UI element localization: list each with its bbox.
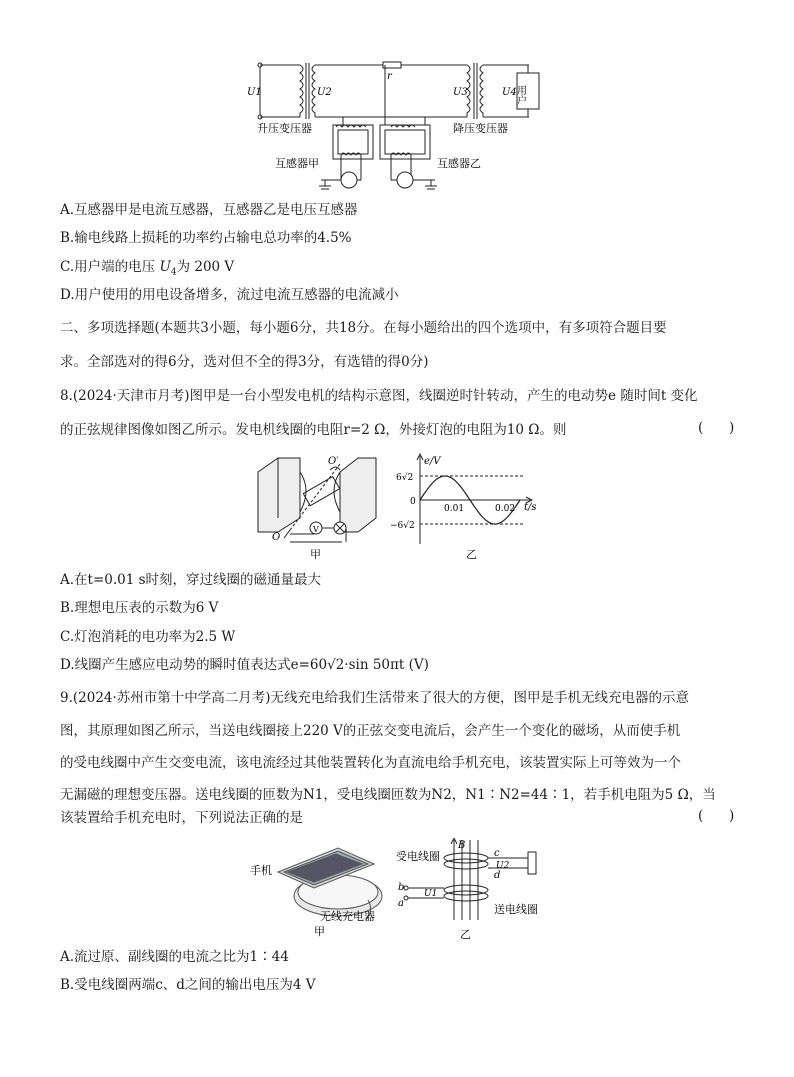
user-label: 用户 xyxy=(514,85,526,105)
sensor-yi-label: 互感器乙 xyxy=(437,157,481,170)
sensor-jia-label: 互感器甲 xyxy=(275,157,319,170)
transmission-circuit-figure xyxy=(245,55,555,193)
u2-label: U2 xyxy=(317,87,332,98)
q8-answer-bracket: ( ) xyxy=(698,420,735,436)
graph-tick-pos: 6√2 xyxy=(396,473,414,483)
q9-answer-bracket: ( ) xyxy=(698,808,735,824)
q9-stem-line1: 9.(2024·苏州市第十中学高二月考)无线充电给我们生活带来了很大的方便，图甲是手机无线充电器的示意 xyxy=(60,690,690,706)
graph-tick-neg: −6√2 xyxy=(390,521,415,531)
graph-x-axis-label: t/s xyxy=(524,502,537,513)
q7-option-c xyxy=(60,257,234,283)
graph-y-axis-label: e/V xyxy=(424,456,441,467)
q9-stem-line4: 无漏磁的理想变压器。送电线圈的匝数为N1，受电线圈匝数为N2，N1∶N2=44∶1，若手机电阻为5 Ω，当 xyxy=(60,787,716,803)
q9-option-b: B.受电线圈两端c、d之间的输出电压为4 V xyxy=(60,977,316,993)
u3-label: U3 xyxy=(453,87,468,98)
q8-stem-line2: 的正弦规律图像如图乙所示。发电机线圈的电阻r=2 Ω，外接灯泡的电阻为10 Ω。则 xyxy=(60,422,567,438)
wireless-charger-figure xyxy=(248,840,388,940)
step-up-label: 升压变压器 xyxy=(257,122,312,135)
q9-stem-line3: 的受电线圈中产生交变电流，该电流经过其他装置转化为直流电给手机充电，该装置实际上可等效为一个 xyxy=(60,755,681,771)
q8-option-c: C.灯泡消耗的电功率为2.5 W xyxy=(60,629,236,645)
terminal-b-label: b xyxy=(398,882,405,893)
q9-stem-line5: 该装置给手机充电时，下列说法正确的是 xyxy=(60,810,303,826)
step-down-label: 降压变压器 xyxy=(453,122,508,135)
q7-option-c-sub: 4 xyxy=(170,267,177,278)
axis-o-label: O xyxy=(272,532,281,543)
generator-figure xyxy=(250,452,380,564)
q8-fig-yi-caption: 乙 xyxy=(466,548,477,561)
receiving-coil-label: 受电线圈 xyxy=(396,850,440,863)
graph-tick-zero: 0 xyxy=(410,497,416,507)
q9-fig-jia-caption: 甲 xyxy=(314,925,325,938)
charger-label: 无线充电器 xyxy=(320,910,375,923)
section2-line2: 求。全部选对的得6分，选对但不全的得3分，有选错的得0分) xyxy=(60,354,429,370)
q9-fig-yi-caption: 乙 xyxy=(460,928,471,941)
terminal-c-label: c xyxy=(494,848,500,859)
q8-option-a: A.在t=0.01 s时刻，穿过线圈的磁通量最大 xyxy=(60,572,322,588)
section2-line1: 二、多项选择题(本题共3小题，每小题6分，共18分。在每小题给出的四个选项中，有多项符合题目要 xyxy=(60,320,667,336)
emf-sine-graph xyxy=(390,452,550,564)
q9-option-a: A.流过原、副线圈的电流之比为1∶44 xyxy=(60,949,289,965)
q8-option-d: D.线圈产生感应电动势的瞬时值表达式e=60√2·sin 50πt (V) xyxy=(60,657,429,673)
b-field-label: B xyxy=(458,840,466,851)
q7-option-b: B.输电线路上损耗的功率约占输电总功率的4.5% xyxy=(60,230,352,246)
sending-coil-label: 送电线圈 xyxy=(494,903,538,916)
terminal-d-label: d xyxy=(494,870,501,881)
q8-fig-jia-caption: 甲 xyxy=(310,548,321,561)
resistor-r-label: r xyxy=(387,71,392,82)
q7-option-c-post: 为 200 V xyxy=(176,259,235,275)
u1-label: U1 xyxy=(247,87,262,98)
u2-voltage-label: U2 xyxy=(496,861,510,871)
phone-label: 手机 xyxy=(250,864,272,877)
q7-option-a: A.互感器甲是电流互感器，互感器乙是电压互感器 xyxy=(60,202,358,218)
graph-tick-x2: 0.02 xyxy=(495,504,516,514)
q7-option-c-pre: C.用户端的电压 xyxy=(60,259,160,275)
coil-transformer-figure xyxy=(396,838,556,942)
q9-stem-line2: 图，其原理如图乙所示，当送电线圈接上220 V的正弦交变电流后，会产生一个变化的磁场，从而使手机 xyxy=(60,723,681,739)
graph-tick-x1: 0.01 xyxy=(444,504,465,514)
q8-option-b: B.理想电压表的示数为6 V xyxy=(60,600,219,616)
voltmeter-v-label: V xyxy=(313,525,319,534)
q8-stem-line1: 8.(2024·天津市月考)图甲是一台小型发电机的结构示意图，线圈逆时针转动，产生的电动势e 随时间t 变化 xyxy=(60,388,698,404)
u1-voltage-label: U1 xyxy=(424,889,438,899)
q7-option-c-var: U xyxy=(159,259,171,275)
terminal-a-label: a xyxy=(398,898,404,909)
u4-label: U4 xyxy=(502,87,517,98)
q7-option-d: D.用户使用的用电设备增多，流过电流互感器的电流减小 xyxy=(60,287,399,303)
axis-o-prime-label: O′ xyxy=(328,456,339,467)
